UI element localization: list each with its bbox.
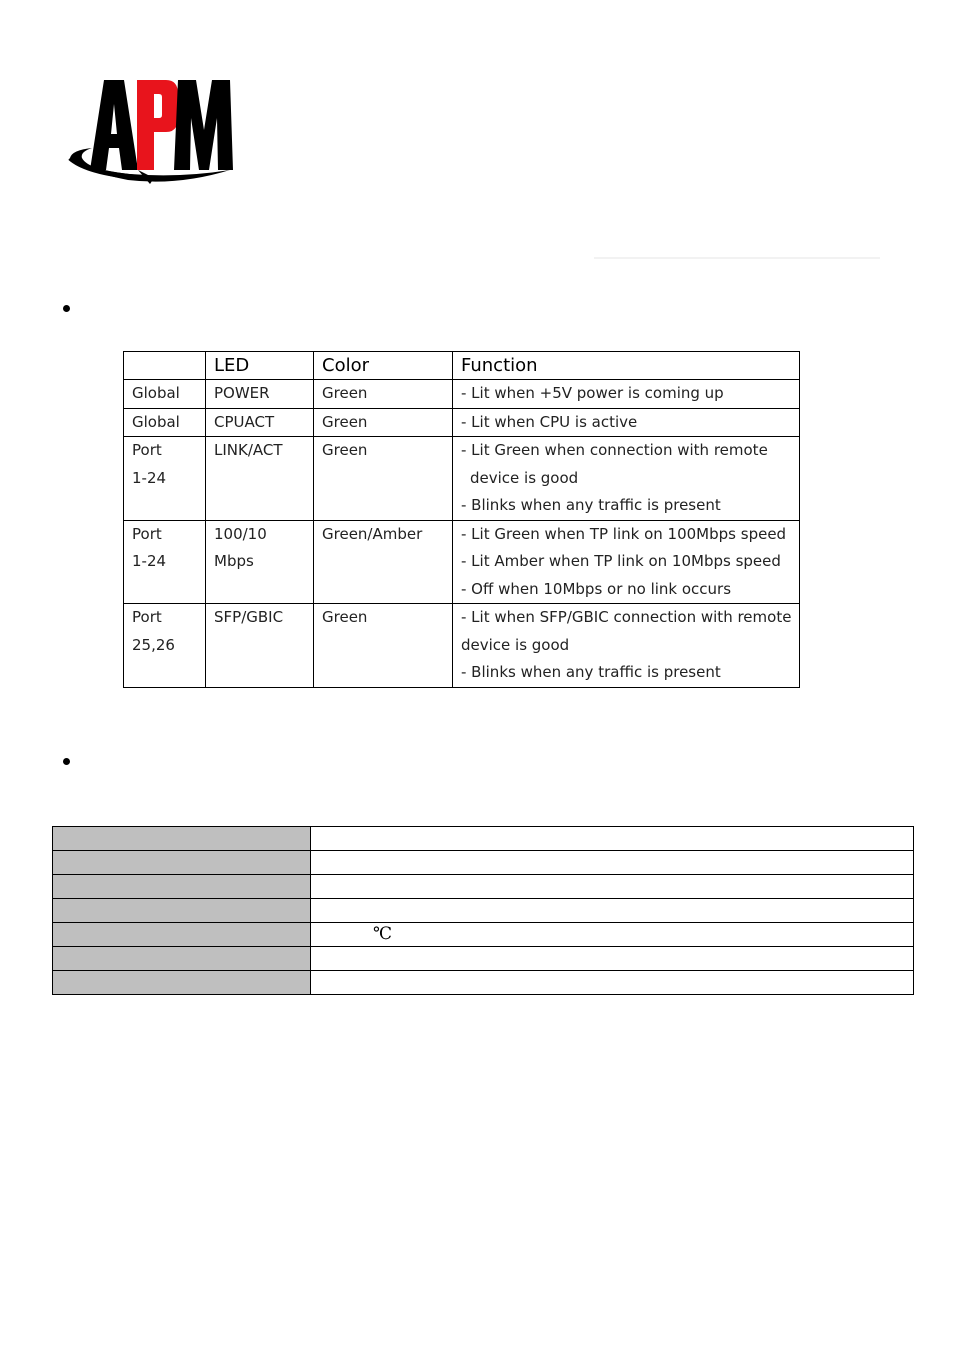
table-header-row	[124, 352, 800, 380]
cell-scope: Port 25,26	[124, 604, 206, 688]
spec-label-cell	[53, 827, 311, 851]
spec-label-cell	[53, 851, 311, 875]
spec-value-cell	[311, 899, 914, 923]
spec-label-cell	[53, 923, 311, 947]
header-rule	[594, 257, 880, 259]
led-indicator-table	[123, 351, 800, 688]
temperature-unit: ℃	[373, 924, 393, 944]
spec-value-cell	[311, 875, 914, 899]
spec-row	[53, 875, 914, 899]
cell-color: Green/Amber	[314, 520, 453, 604]
cell-scope: Global	[124, 408, 206, 437]
header-color: Color	[314, 352, 453, 380]
header-function: Function	[453, 352, 800, 380]
spec-value-cell	[311, 851, 914, 875]
spec-row	[53, 923, 914, 947]
cell-led: CPUACT	[206, 408, 314, 437]
spec-row	[53, 899, 914, 923]
table-row	[124, 520, 800, 604]
table-row	[124, 408, 800, 437]
header-led: LED	[206, 352, 314, 380]
cell-color: Green	[314, 408, 453, 437]
cell-color: Green	[314, 604, 453, 688]
spec-row	[53, 947, 914, 971]
apm-logo	[68, 74, 238, 190]
spec-table	[52, 826, 914, 995]
cell-color: Green	[314, 437, 453, 521]
cell-function: - Lit when +5V power is coming up	[453, 380, 800, 409]
cell-led: POWER	[206, 380, 314, 409]
spec-value-cell	[311, 947, 914, 971]
spec-row	[53, 971, 914, 995]
spec-row	[53, 827, 914, 851]
header-scope	[124, 352, 206, 380]
table-row	[124, 380, 800, 409]
table-row	[124, 604, 800, 688]
spec-value-cell	[311, 971, 914, 995]
cell-scope: Port 1-24	[124, 437, 206, 521]
apm-logo-letters	[90, 80, 233, 170]
cell-function: - Lit Green when TP link on 100Mbps speed - Lit Amber when TP link on 10Mbps speed - Off when 10Mbps or no link occurs	[453, 520, 800, 604]
spec-row	[53, 851, 914, 875]
cell-led: LINK/ACT	[206, 437, 314, 521]
cell-scope: Port 1-24	[124, 520, 206, 604]
bullet-marker	[63, 758, 70, 765]
cell-scope: Global	[124, 380, 206, 409]
cell-function: - Lit when CPU is active	[453, 408, 800, 437]
spec-value-cell	[311, 827, 914, 851]
spec-value-cell	[311, 923, 914, 947]
bullet-marker	[63, 305, 70, 312]
table-row	[124, 437, 800, 521]
spec-label-cell	[53, 971, 311, 995]
spec-label-cell	[53, 947, 311, 971]
cell-function: - Lit when SFP/GBIC connection with remote device is good - Blinks when any traffic is present	[453, 604, 800, 688]
cell-led: SFP/GBIC	[206, 604, 314, 688]
cell-led: 100/10 Mbps	[206, 520, 314, 604]
cell-color: Green	[314, 380, 453, 409]
spec-label-cell	[53, 899, 311, 923]
cell-function: - Lit Green when connection with remote device is good - Blinks when any traffic is present	[453, 437, 800, 521]
spec-label-cell	[53, 875, 311, 899]
